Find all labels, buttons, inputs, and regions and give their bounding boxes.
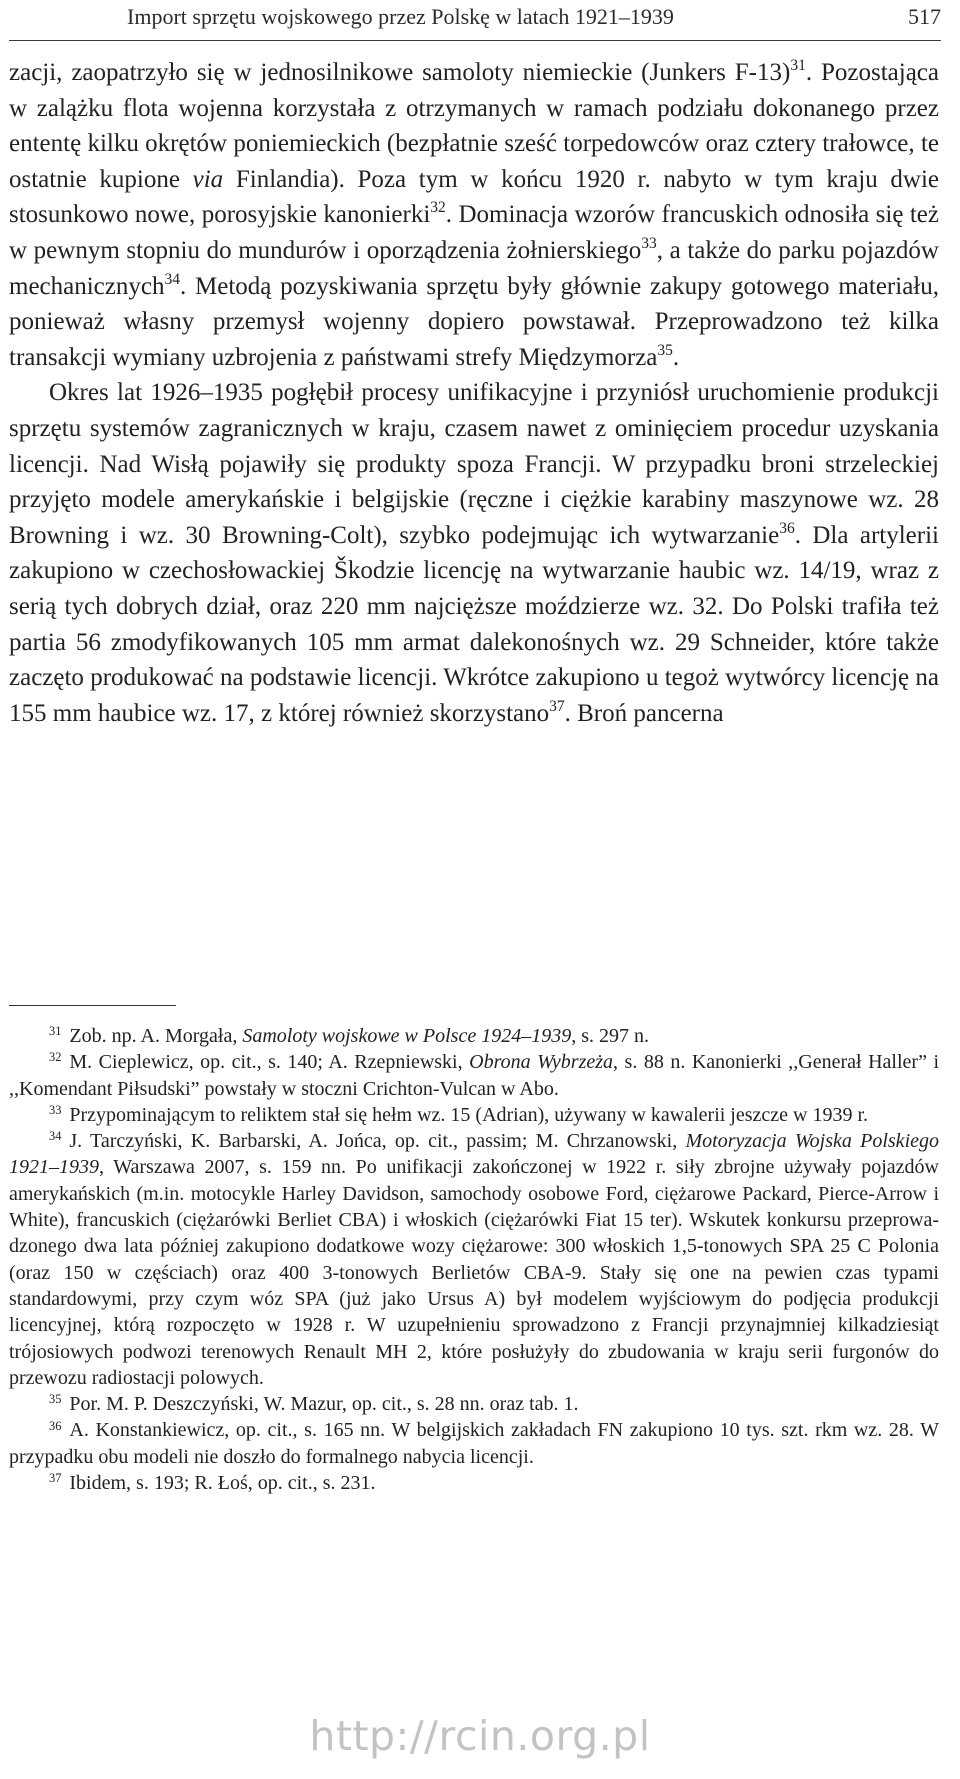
footnote-text: J. Tarczyński, K. Barbarski, A. Jońca, op. cit., passim; M. Chrzanowski, (69, 1130, 686, 1153)
footnote-number: 32 (49, 1050, 62, 1065)
footnote-text: M. Cieplewicz, op. cit., s. 140; A. Rzepniewski, (69, 1051, 470, 1074)
paragraph-1 (9, 55, 939, 375)
footnote-number: 33 (49, 1103, 62, 1118)
main-text (9, 55, 939, 731)
footnotes (9, 1023, 939, 1496)
text-run: . Dominacja wzorów francuskich odnosiła się też w pewnym stopniu do mundurów i oporządzenia żołnierskiego (9, 201, 939, 264)
text-run-italic: via (192, 165, 224, 193)
footnote-ref-33[interactable]: 33 (641, 234, 657, 252)
source-watermark: http://rcin.org.pl (309, 1712, 651, 1760)
footnote-ref-34[interactable]: 34 (164, 270, 180, 288)
footnote-ref-36[interactable]: 36 (779, 519, 795, 537)
text-run: . Pozostająca w zalążku flota wojenna korzystała z otrzymanych w ramach podziału dokonanego przez ententę kilku okrętów poniemieckich (bezpłatnie sześć torpedowców oraz cztery trałowce, te ostatnie kupione (9, 59, 939, 193)
footnote-number: 37 (49, 1471, 62, 1486)
footnote-text: , s. 297 n. (571, 1025, 649, 1047)
footnote-34 (9, 1128, 939, 1391)
text-run: Okres lat 1926–1935 pogłębił procesy unifikacyjne i przyniósł uruchomienie produkcji sprzętu systemów zagranicznych w kraju, czasem nawet z ominięciem procedur uzyskania licencji. Nad Wisłą pojawiły się produkty spoza Francji. W przypadku broni strzeleckiej przyjęto modele amerykańskie i belgijskie (ręczne i ciężkie karabiny maszynowe wz. 28 Browning i wz. 30 Browning-Colt), szybko podejmując ich wytwarzanie (9, 379, 939, 549)
running-head (9, 0, 941, 41)
footnote-number: 31 (49, 1024, 62, 1039)
footnote-35 (9, 1391, 939, 1417)
footnote-37 (9, 1470, 939, 1496)
paragraph-2 (9, 375, 939, 731)
footnote-separator (9, 1005, 176, 1006)
footnote-title-italic: Obrona Wybrzeża (469, 1051, 614, 1074)
footnote-text: , Warszawa 2007, s. 159 nn. Po unifikacji zakończonej w 1922 r. siły zbrojne używały pojazdów amerykańskich (m.in. motocykle Harley Davidson, samochody osobowe Ford, ciężarowe Packard, Pierce-Arrow i White), francuskich (ciężarówki Berliet CBA) i włoskich (ciężarówki Fiat 15 ter). Wskutek konkursu przeprowadzonego dwa lata później zakupiono dodatkowe wozy ciężarowe: 300 włoskich 1,5-tonowych SPA 25 C Polonia (oraz 150 w częściach) oraz 400 3-tonowych Berlietów CBA-9. Stały się one na pewien czas typami standardowymi, przy czym wóz SPA (już jako Ursus A) był modelem wyjściowym do podjęcia produkcji licencyjnej, którą rozpoczęto w 1928 r. W uzupełnieniu sprowadzono z Francji przynajmniej kilkadziesiąt trójosiowych podwozi terenowych Renault MH 2, które posłużyły do zbudowania w kraju serii furgonów do przewozu radiostacji polowych. (9, 1156, 939, 1389)
footnote-number: 34 (49, 1129, 62, 1144)
running-head-title: Import sprzętu wojskowego przez Polskę w latach 1921–1939 (127, 4, 674, 29)
footnote-32 (9, 1049, 939, 1102)
footnote-ref-32[interactable]: 32 (430, 199, 446, 217)
footnote-text: Przypominającym to reliktem stał się hełm wz. 15 (Adrian), używany w kawalerii jeszcze w 1939 r. (69, 1103, 869, 1126)
footnote-title-italic: Motoryzacja Wojska Polskiego 1921–1939 (9, 1130, 939, 1179)
footnote-text: Por. M. P. Deszczyński, W. Mazur, op. cit., s. 28 nn. oraz tab. 1. (69, 1393, 579, 1416)
footnote-36 (9, 1417, 939, 1470)
footnote-31 (9, 1023, 939, 1049)
footnote-33 (9, 1102, 939, 1128)
text-run: . (672, 343, 680, 371)
text-run: . Broń pancerna (564, 699, 724, 727)
footnote-text: Zob. np. A. Morgała, (69, 1025, 243, 1047)
text-run: , a także do parku pojazdów mechanicznych (9, 236, 939, 300)
text-run: Finlandia). Poza tym w końcu 1920 r. nabyto w tym kraju dwie stosunkowo nowe, porosyjskie kanonierki (9, 165, 939, 229)
footnote-text: , s. 88 n. Kanonierki ,,Generał Haller” i ,,Komendant Piłsudski” powstały w stoczni Crichton-Vulcan w Abo. (9, 1051, 939, 1100)
footnote-title-italic: Samoloty wojskowe w Polsce 1924–1939 (242, 1025, 572, 1047)
text-run: . Dla artylerii zakupiono w czechosłowackiej Škodzie licencję na wytwarzanie haubic wz. 14/19, wraz z serią tych dobrych dział, oraz 220 mm najcięższe moździerze wz. 32. Do Polski trafiła też partia 56 zmodyfikowanych 105 mm armat dalekonośnych wz. 29 Schneider, które także zaczęto produkować na podstawie licencji. Wkrótce zakupiono u tegoż wytwórcy licencję na 155 mm haubice wz. 17, z której również skorzystano (9, 521, 939, 727)
footnote-ref-31[interactable]: 31 (790, 56, 806, 74)
text-run: zacji, zaopatrzyło się w jednosilnikowe samoloty niemieckie (Junkers F-13) (9, 59, 791, 86)
text-run: . Metodą pozyskiwania sprzętu były głównie zakupy gotowego materiału, ponieważ własny przemysł wojenny dopiero powstawał. Przeprowadzono też kilka transakcji wymiany uzbrojenia z państwami strefy Międzymorza (9, 272, 939, 371)
page-number: 517 (908, 4, 941, 29)
footnote-text: Ibidem, s. 193; R. Łoś, op. cit., s. 231. (69, 1472, 376, 1495)
footnote-text: A. Konstankiewicz, op. cit., s. 165 nn. W belgijskich zakładach FN zakupiono 10 tys. szt. rkm wz. 28. W przypadku obu modeli nie doszło do formalnego nabycia licencji. (9, 1419, 939, 1468)
footnote-ref-35[interactable]: 35 (657, 341, 673, 359)
footnote-number: 35 (49, 1392, 62, 1407)
footnote-number: 36 (49, 1418, 62, 1433)
footnote-ref-37[interactable]: 37 (549, 697, 565, 715)
